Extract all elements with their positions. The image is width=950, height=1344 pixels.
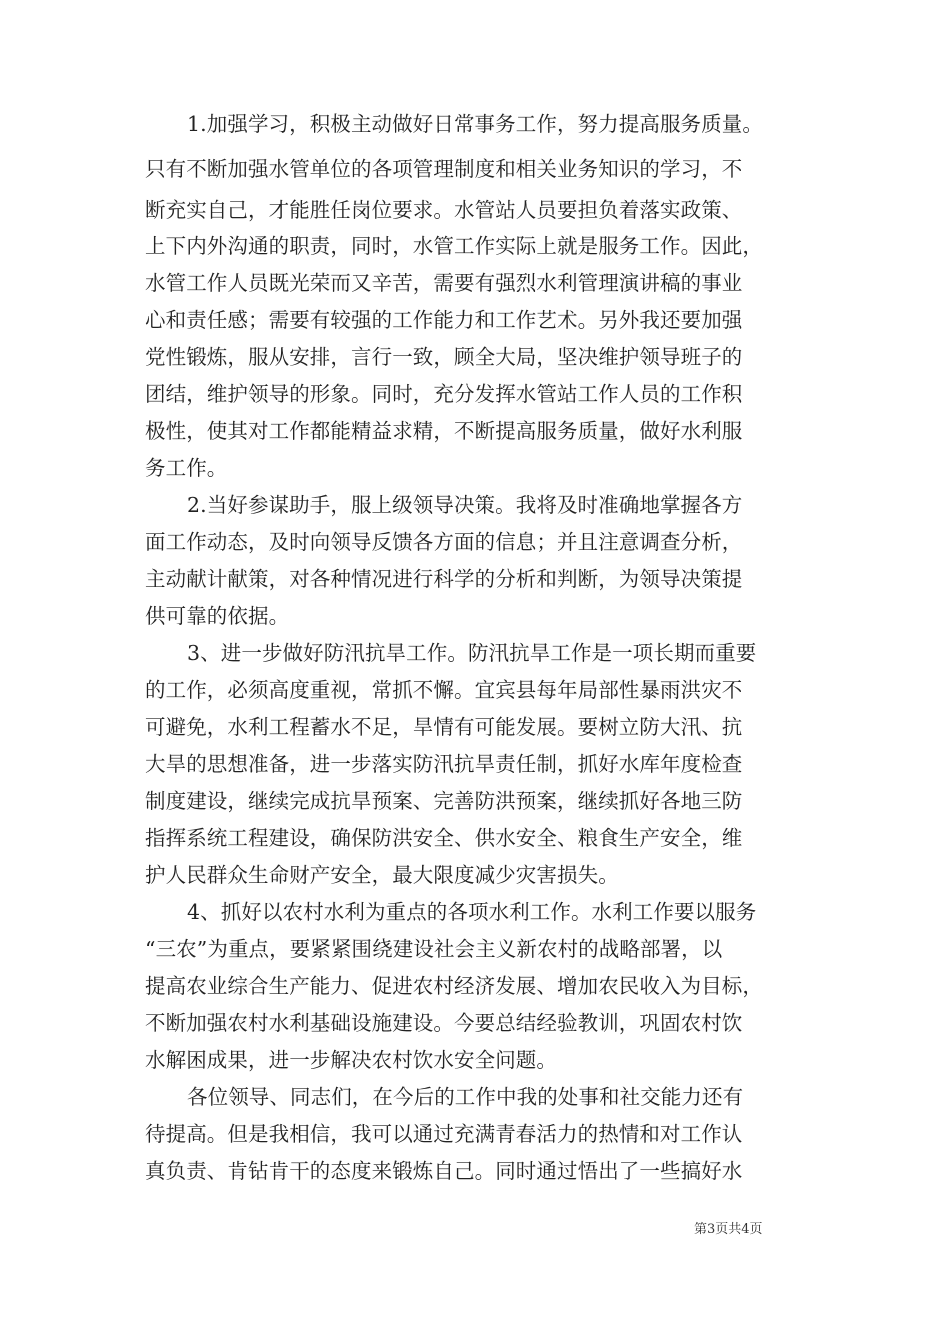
paragraph-1-line: 断充实自己，才能胜任岗位要求。水管站人员要担负着落实政策、 — [145, 198, 743, 222]
paragraph-3-line: 的工作，必须高度重视，常抓不懈。宜宾县每年局部性暴雨洪灾不 — [145, 678, 743, 702]
paragraph-1-line: 只有不断加强水管单位的各项管理制度和相关业务知识的学习，不 — [145, 157, 743, 181]
paragraph-1-line: 务工作。 — [145, 456, 228, 480]
paragraph-4-line: 提高农业综合生产能力、促进农村经济发展、增加农民收入为目标， — [145, 974, 763, 998]
paragraph-3-line: 制度建设，继续完成抗旱预案、完善防洪预案，继续抓好各地三防 — [145, 789, 743, 813]
paragraph-3-line: 3、进一步做好防汛抗旱工作。防汛抗旱工作是一项长期而重要 — [187, 641, 757, 665]
paragraph-4-line: 不断加强农村水利基础设施建设。今要总结经验教训，巩固农村饮 — [145, 1011, 743, 1035]
paragraph-1-line: 团结，维护领导的形象。同时，充分发挥水管站工作人员的工作积 — [145, 382, 743, 406]
paragraph-2-line: 面工作动态，及时向领导反馈各方面的信息；并且注意调查分析， — [145, 530, 743, 554]
paragraph-5-line: 待提高。但是我相信，我可以通过充满青春活力的热情和对工作认 — [145, 1122, 743, 1146]
paragraph-3-line: 护人民群众生命财产安全，最大限度减少灾害损失。 — [145, 863, 619, 887]
paragraph-4-line: “三农”为重点，要紧紧围绕建设社会主义新农村的战略部署，以 — [145, 937, 723, 961]
paragraph-1-line: 水管工作人员既光荣而又辛苦，需要有强烈水利管理演讲稿的事业 — [145, 271, 743, 295]
paragraph-3-line: 大旱的思想准备，进一步落实防汛抗旱责任制，抓好水库年度检查 — [145, 752, 743, 776]
paragraph-2-line: 主动献计献策，对各种情况进行科学的分析和判断，为领导决策提 — [145, 567, 743, 591]
paragraph-3-line: 可避免，水利工程蓄水不足，旱情有可能发展。要树立防大汛、抗 — [145, 715, 743, 739]
page-number: 第3页共4页 — [694, 1222, 763, 1237]
paragraph-1-line: 极性，使其对工作都能精益求精，不断提高服务质量，做好水利服 — [145, 419, 743, 443]
paragraph-4-line: 水解困成果，进一步解决农村饮水安全问题。 — [145, 1048, 557, 1072]
paragraph-3-line: 指挥系统工程建设，确保防洪安全、供水安全、粮食生产安全，维 — [145, 826, 743, 850]
paragraph-2-line: 2.当好参谋助手，服上级领导决策。我将及时准确地掌握各方 — [187, 493, 743, 517]
paragraph-1-line: 心和责任感；需要有较强的工作能力和工作艺术。另外我还要加强 — [145, 308, 743, 332]
paragraph-1-line: 党性锻炼，服从安排，言行一致，顾全大局，坚决维护领导班子的 — [145, 345, 743, 369]
paragraph-1-line: 1.加强学习，积极主动做好日常事务工作，努力提高服务质量。 — [187, 112, 763, 136]
paragraph-5-line: 各位领导、同志们，在今后的工作中我的处事和社交能力还有 — [187, 1085, 744, 1109]
paragraph-4-line: 4、抓好以农村水利为重点的各项水利工作。水利工作要以服务 — [187, 900, 757, 924]
paragraph-5-line: 真负责、肯钻肯干的态度来锻炼自己。同时通过悟出了一些搞好水 — [145, 1159, 743, 1183]
paragraph-1-line: 上下内外沟通的职责，同时，水管工作实际上就是服务工作。因此， — [145, 234, 763, 258]
paragraph-2-line: 供可靠的依据。 — [145, 604, 290, 628]
